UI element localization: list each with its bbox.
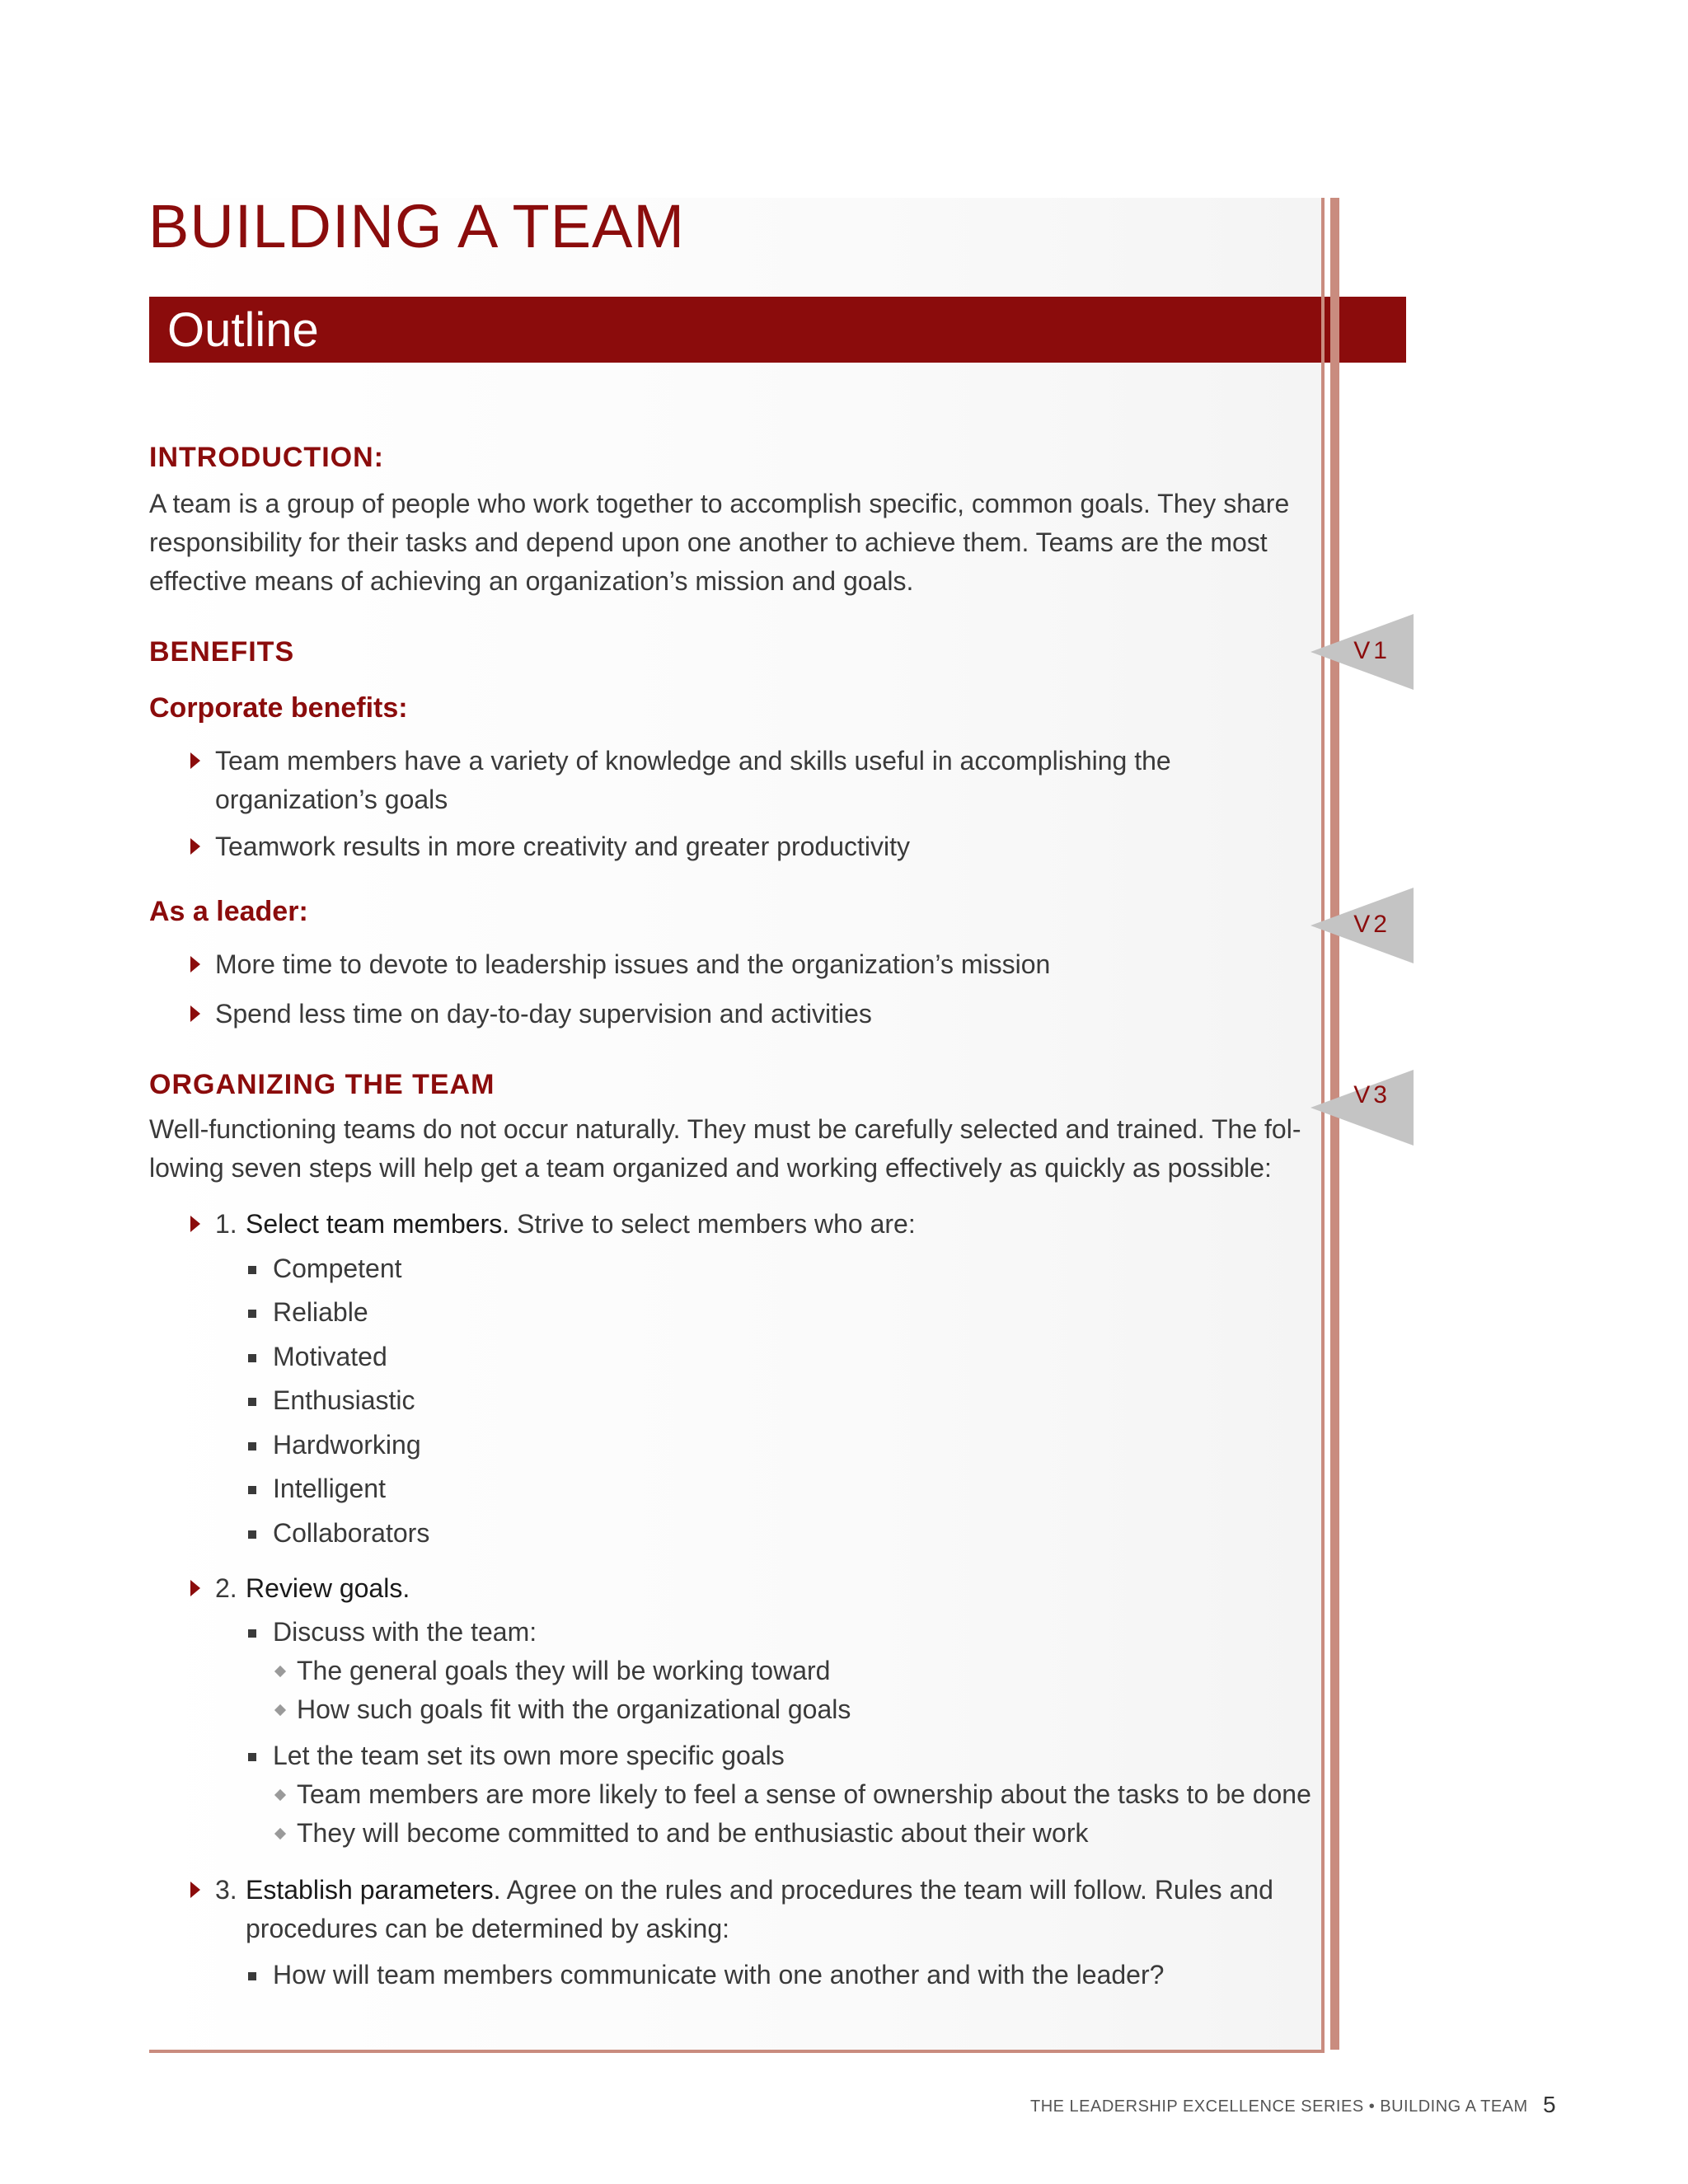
goal-bullet: Discuss with the team:	[273, 1617, 537, 1647]
step-line	[246, 1205, 916, 1244]
bottom-rule	[149, 2050, 1325, 2053]
goal-sub-bullet: The general goals they will be working toward	[297, 1656, 831, 1685]
introduction-line: A team is a group of people who work together to accomplish specific, common goals. They share	[149, 489, 1290, 518]
marker-label: V1	[1353, 637, 1390, 664]
step-title: Select team members.	[246, 1209, 510, 1239]
square-bullet-icon	[248, 1310, 256, 1318]
corporate-benefit-item: Team members have a variety of knowledge and skills useful in accomplishing the	[215, 746, 1171, 776]
goal-sub-bullet: How such goals fit with the organizational goals	[297, 1694, 851, 1724]
outline-label: Outline	[167, 303, 319, 357]
square-bullet-icon	[248, 1972, 256, 1980]
member-quality: Motivated	[273, 1342, 387, 1371]
organizing-line: lowing seven steps will help get a team organized and working effectively as quickly as possible:	[149, 1153, 1272, 1183]
arrow-bullet-icon	[190, 838, 200, 855]
page-number: 5	[1543, 2092, 1556, 2117]
footer-series: THE LEADERSHIP EXCELLENCE SERIES • BUILDING A TEAM	[1030, 2097, 1528, 2116]
step-text: Agree on the rules and procedures the team will follow. Rules and	[506, 1875, 1273, 1905]
square-bullet-icon	[248, 1486, 256, 1494]
corporate-benefit-item-cont: organization’s goals	[215, 785, 448, 814]
member-quality: Intelligent	[273, 1474, 386, 1503]
leader-benefit-item: Spend less time on day-to-day supervision and activities	[215, 999, 872, 1029]
square-bullet-icon	[248, 1629, 256, 1638]
corporate-benefits-heading: Corporate benefits:	[149, 692, 408, 724]
arrow-bullet-icon	[190, 1882, 200, 1898]
member-quality: Enthusiastic	[273, 1385, 415, 1415]
step-number: 3.	[215, 1875, 237, 1905]
square-bullet-icon	[248, 1530, 256, 1539]
video-marker-v2	[1311, 888, 1414, 963]
goal-bullet: Let the team set its own more specific goals	[273, 1741, 785, 1770]
benefits-heading: BENEFITS	[149, 636, 295, 668]
arrow-bullet-icon	[190, 752, 200, 769]
goal-sub-bullet: Team members are more likely to feel a sense of ownership about the tasks to be done	[297, 1779, 1311, 1809]
step-number: 2.	[215, 1573, 237, 1603]
outline-banner	[149, 297, 1406, 363]
marker-label: V3	[1353, 1081, 1390, 1108]
step-title: Establish parameters.	[246, 1875, 501, 1905]
member-quality: Collaborators	[273, 1518, 430, 1548]
leader-benefits-heading: As a leader:	[149, 896, 308, 927]
member-quality: Hardworking	[273, 1430, 421, 1460]
step-title: Review goals.	[246, 1573, 410, 1603]
step-number: 1.	[215, 1209, 237, 1239]
leader-benefit-item: More time to devote to leadership issues and the organization’s mission	[215, 949, 1051, 979]
introduction-heading: INTRODUCTION:	[149, 442, 384, 473]
video-marker-v3	[1311, 1070, 1414, 1146]
square-bullet-icon	[248, 1354, 256, 1362]
corporate-benefit-item: Teamwork results in more creativity and greater productivity	[215, 832, 910, 861]
member-quality: Competent	[273, 1254, 402, 1283]
square-bullet-icon	[248, 1753, 256, 1761]
goal-sub-bullet: They will become committed to and be enthusiastic about their work	[297, 1818, 1089, 1848]
introduction-line: responsibility for their tasks and depend upon one another to achieve them. Teams are the most	[149, 527, 1268, 557]
introduction-line: effective means of achieving an organization’s mission and goals.	[149, 566, 914, 596]
arrow-bullet-icon	[190, 1216, 200, 1232]
page-title: BUILDING A TEAM	[148, 192, 686, 260]
organizing-line: Well-functioning teams do not occur naturally. They must be carefully selected and trained. The fol-	[149, 1114, 1301, 1144]
arrow-bullet-icon	[190, 1005, 200, 1022]
member-quality: Reliable	[273, 1297, 368, 1327]
step-text: Strive to select members who are:	[517, 1209, 916, 1239]
arrow-bullet-icon	[190, 1580, 200, 1596]
organizing-heading: ORGANIZING THE TEAM	[149, 1069, 495, 1100]
arrow-bullet-icon	[190, 956, 200, 972]
step-text-cont: procedures can be determined by asking:	[246, 1914, 730, 1943]
square-bullet-icon	[248, 1442, 256, 1451]
step-line	[246, 1871, 1273, 1910]
video-marker-v1	[1311, 614, 1414, 690]
square-bullet-icon	[248, 1266, 256, 1274]
square-bullet-icon	[248, 1398, 256, 1406]
marker-label: V2	[1353, 911, 1390, 938]
parameter-question: How will team members communicate with one another and with the leader?	[273, 1960, 1165, 1990]
